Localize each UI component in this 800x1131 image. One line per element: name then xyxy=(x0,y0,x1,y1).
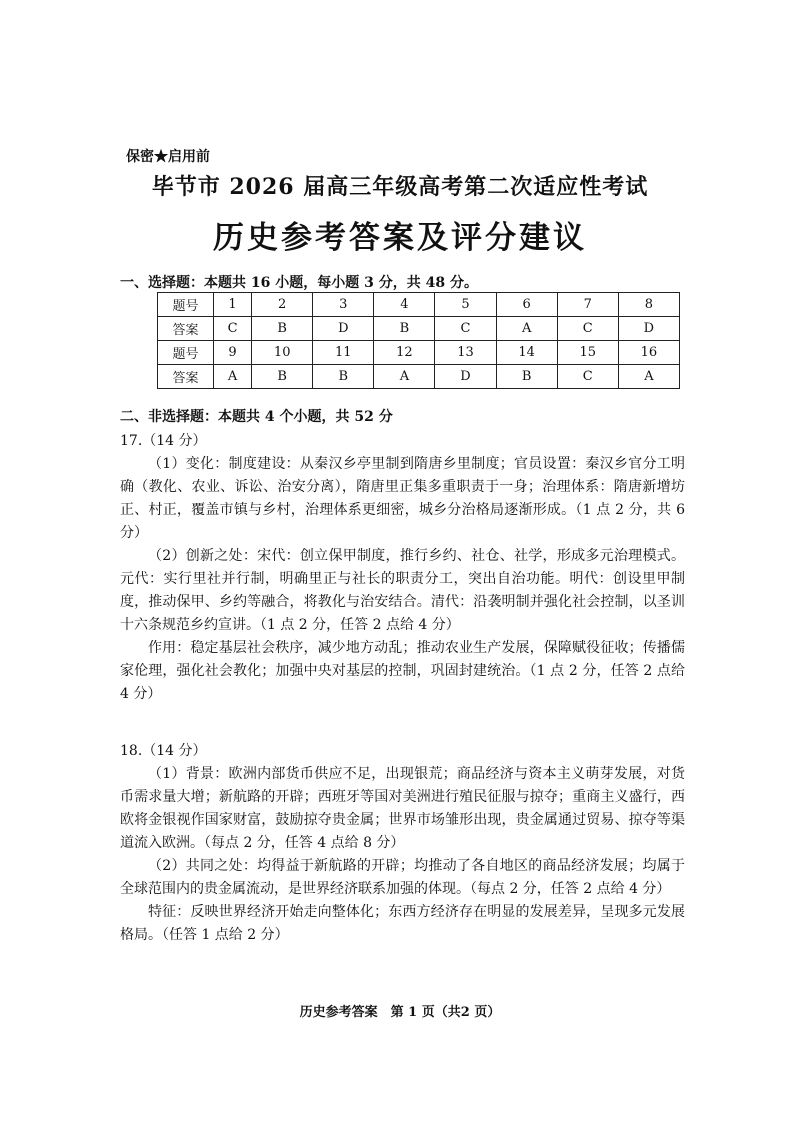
row-label: 题号 xyxy=(158,341,214,365)
table-cell: B xyxy=(374,317,435,341)
exam-title: 毕节市 2026 届高三年级高考第二次适应性考试 xyxy=(151,174,649,200)
answer-table xyxy=(157,292,680,389)
section2-heading: 二、非选择题：本题共 4 个小题，共 52 分 xyxy=(120,409,393,425)
question-18-label: 18.（14 分） xyxy=(120,743,207,759)
table-cell: 13 xyxy=(435,341,496,365)
section1-heading: 一、选择题：本题共 16 小题，每小题 3 分，共 48 分。 xyxy=(120,275,478,291)
table-cell: B xyxy=(252,317,313,341)
table-cell: 1 xyxy=(214,293,252,317)
table-cell: 11 xyxy=(313,341,374,365)
question-18-answer xyxy=(120,763,685,947)
table-cell: 2 xyxy=(252,293,313,317)
table-cell: B xyxy=(313,365,374,389)
answer-paragraph: （2）共同之处：均得益于新航路的开辟；均推动了各自地区的商品经济发展；均属于全球范围内的贵金属流动，是世界经济联系加强的体现。（每点 2 分，任答 2 点给 4 分） xyxy=(120,858,685,897)
table-row xyxy=(158,365,680,389)
table-cell: A xyxy=(496,317,557,341)
table-row xyxy=(158,341,680,365)
table-cell: 14 xyxy=(496,341,557,365)
table-row xyxy=(158,293,680,317)
table-row xyxy=(158,317,680,341)
document-subtitle: 历史参考答案及评分建议 xyxy=(213,220,587,256)
table-cell: C xyxy=(557,365,618,389)
table-cell: 6 xyxy=(496,293,557,317)
table-cell: 8 xyxy=(618,293,679,317)
question-17-answer xyxy=(120,453,685,706)
table-cell: D xyxy=(618,317,679,341)
table-cell: C xyxy=(435,317,496,341)
table-cell: 4 xyxy=(374,293,435,317)
question-17-label: 17.（14 分） xyxy=(120,433,207,449)
table-cell: D xyxy=(313,317,374,341)
answer-paragraph: （1）背景：欧洲内部货币供应不足，出现银荒；商品经济与资本主义萌芽发展，对货币需求量大增；新航路的开辟；西班牙等国对美洲进行殖民征服与掠夺；重商主义盛行，西欧将金银视作国家财富，鼓励掠夺贵金属；世界市场雏形出现，贵金属通过贸易、掠夺等渠道流入欧洲。（每点 2 分，任答 4 点给 8 分） xyxy=(120,766,685,851)
answer-paragraph: 作用：稳定基层社会秩序，减少地方动乱；推动农业生产发展，保障赋役征收；传播儒家伦理，强化社会教化；加强中央对基层的控制，巩固封建统治。（1 点 2 分，任答 2 点给 4 分） xyxy=(120,640,685,702)
row-label: 答案 xyxy=(158,317,214,341)
table-cell: 16 xyxy=(618,341,679,365)
table-cell: 9 xyxy=(214,341,252,365)
table-cell: 5 xyxy=(435,293,496,317)
table-cell: A xyxy=(214,365,252,389)
table-cell: 7 xyxy=(557,293,618,317)
table-cell: D xyxy=(435,365,496,389)
table-cell: B xyxy=(496,365,557,389)
table-cell: 15 xyxy=(557,341,618,365)
table-cell: 10 xyxy=(252,341,313,365)
confidential-label: 保密★启用前 xyxy=(126,149,210,165)
row-label: 题号 xyxy=(158,293,214,317)
table-cell: A xyxy=(374,365,435,389)
table-cell: C xyxy=(214,317,252,341)
row-label: 答案 xyxy=(158,365,214,389)
page-footer: 历史参考答案 第 1 页（共2 页） xyxy=(299,1005,501,1020)
table-cell: B xyxy=(252,365,313,389)
table-cell: 12 xyxy=(374,341,435,365)
answer-paragraph: （2）创新之处：宋代：创立保甲制度，推行乡约、社仓、社学，形成多元治理模式。元代：实行里社并行制，明确里正与社长的职责分工，突出自治功能。明代：创设里甲制度，推动保甲、乡约等融合，将教化与治安结合。清代：沿袭明制并强化社会控制，以圣训十六条规范乡约宣讲。（1 点 2 分，任答 2 点给 4 分） xyxy=(120,548,685,633)
answer-paragraph: 特征：反映世界经济开始走向整体化；东西方经济存在明显的发展差异，呈现多元发展格局。（任答 1 点给 2 分） xyxy=(120,904,685,943)
table-cell: C xyxy=(557,317,618,341)
table-cell: A xyxy=(618,365,679,389)
table-cell: 3 xyxy=(313,293,374,317)
answer-paragraph: （1）变化：制度建设：从秦汉乡亭里制到隋唐乡里制度；官员设置：秦汉乡官分工明确（教化、农业、诉讼、治安分离），隋唐里正集多重职责于一身；治理体系：隋唐新增坊正、村正，覆盖市镇与乡村，治理体系更细密，城乡分治格局逐渐形成。（1 点 2 分，共 6 分） xyxy=(120,456,685,541)
